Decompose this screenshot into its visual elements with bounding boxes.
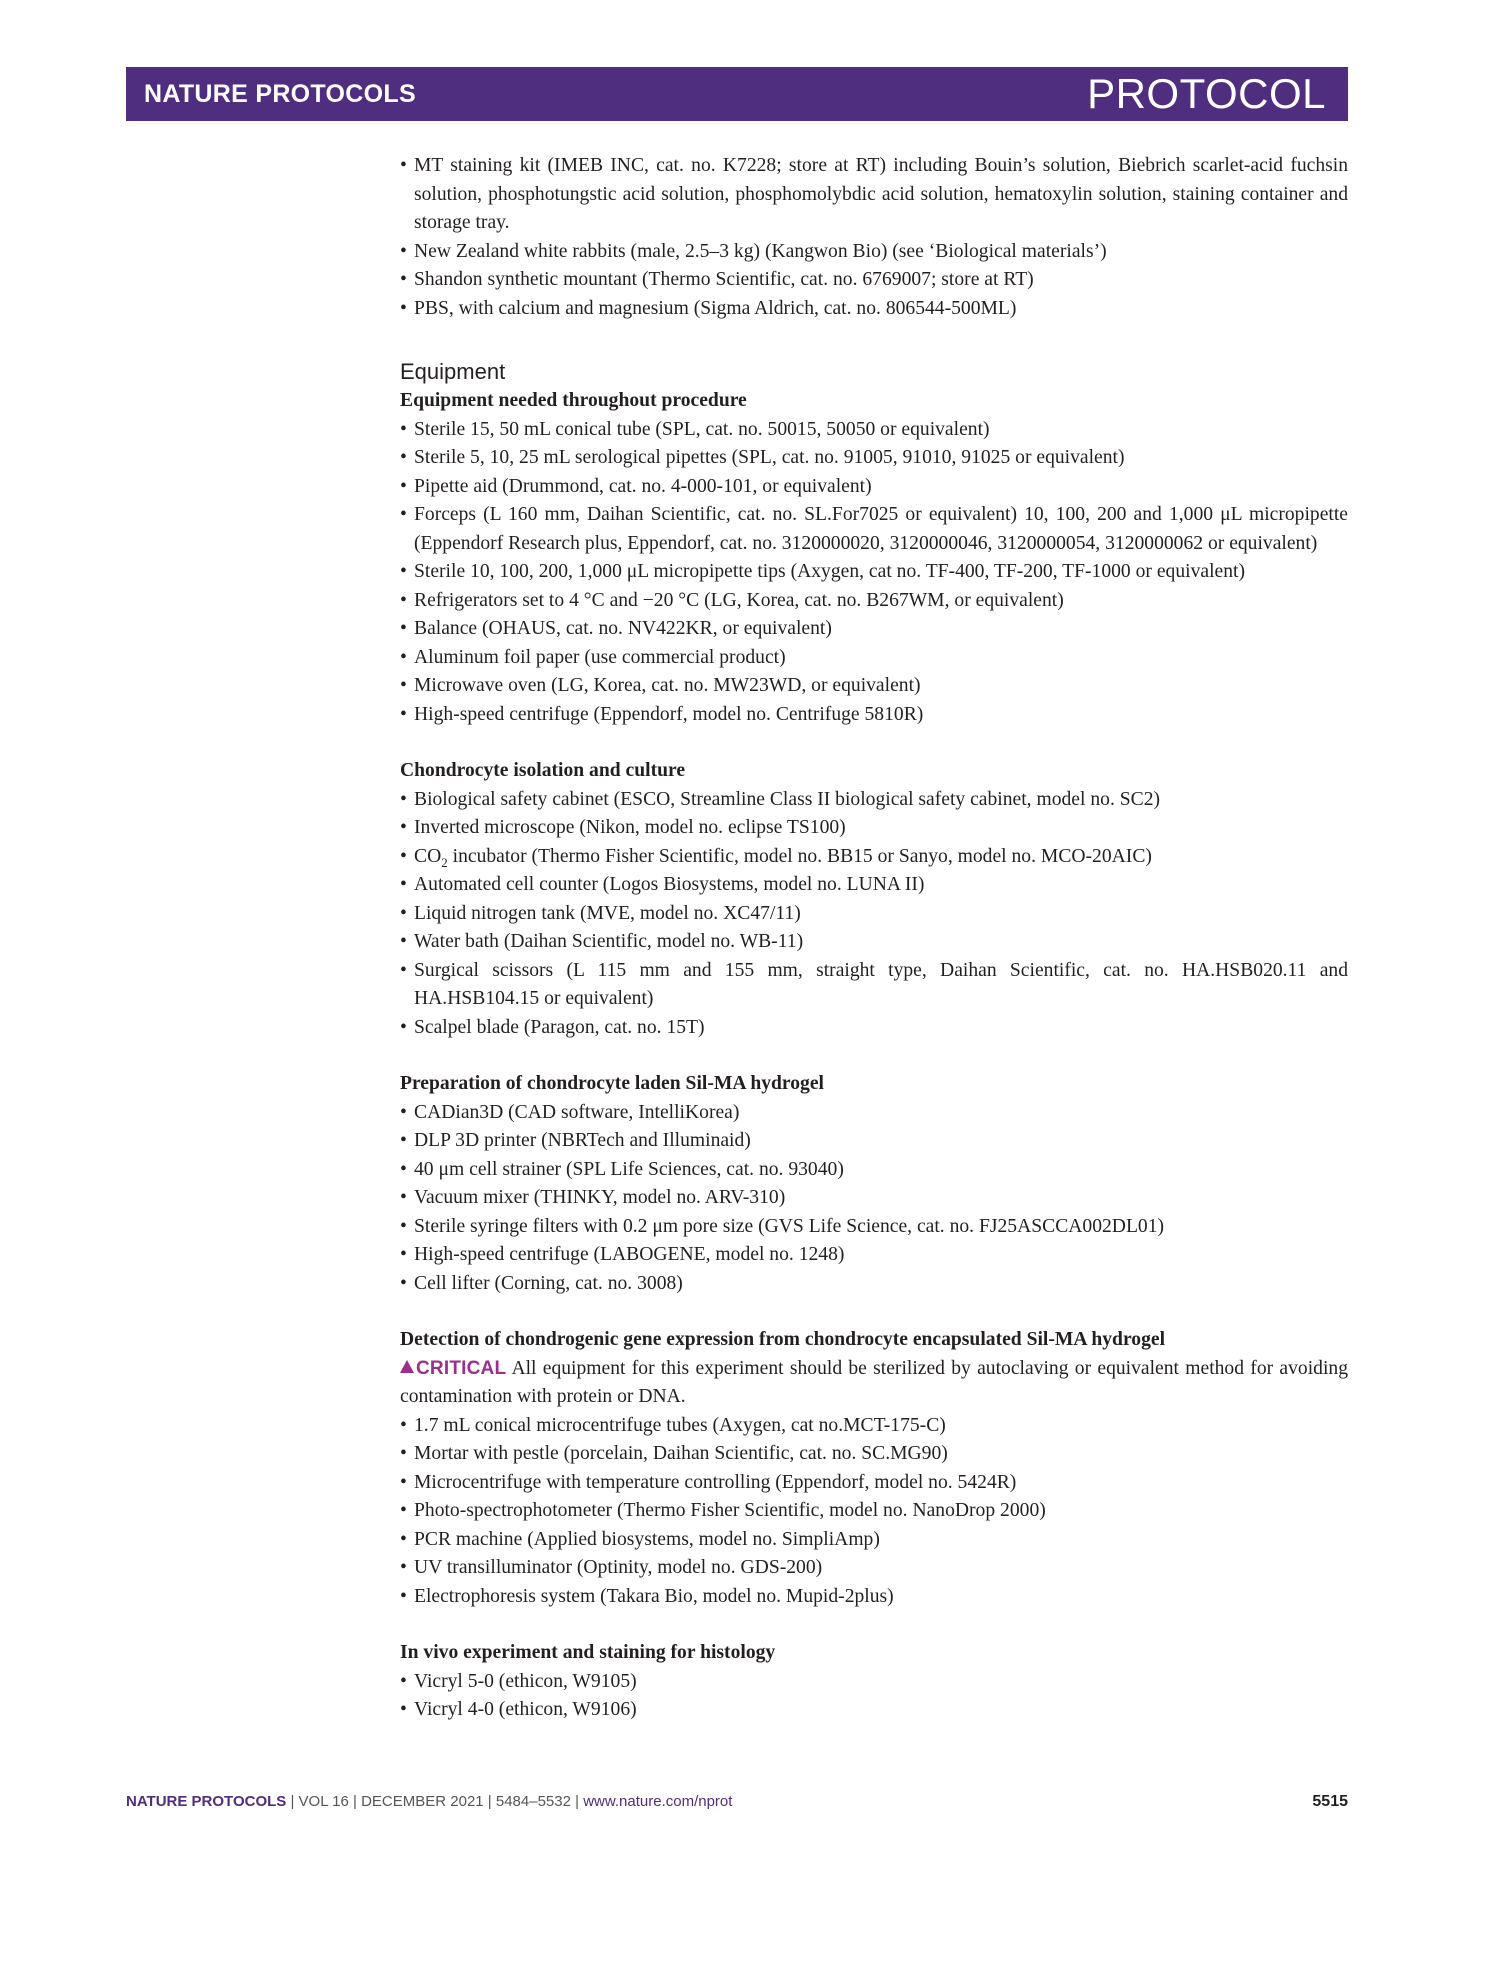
chondrocyte-list: [400, 786, 1348, 1043]
warning-triangle-icon: [400, 1360, 414, 1373]
list-item: • Biological safety cabinet (ESCO, Streamline Class II biological safety cabinet, model no. SC2): [400, 786, 1348, 815]
main-content: [400, 152, 1348, 1725]
preparation-list: [400, 1099, 1348, 1299]
list-item: • Pipette aid (Drummond, cat. no. 4-000-101, or equivalent): [400, 473, 1348, 502]
footer-url-link[interactable]: www.nature.com/nprot: [583, 1793, 733, 1810]
list-item: • Microwave oven (LG, Korea, cat. no. MW23WD, or equivalent): [400, 672, 1348, 701]
throughout-list: [400, 416, 1348, 730]
list-item: • High-speed centrifuge (Eppendorf, model no. Centrifuge 5810R): [400, 701, 1348, 730]
footer-volume: VOL 16: [298, 1793, 349, 1810]
list-item: • Mortar with pestle (porcelain, Daihan Scientific, cat. no. SC.MG90): [400, 1440, 1348, 1469]
list-item: • Sterile 5, 10, 25 mL serological pipettes (SPL, cat. no. 91005, 91010, 91025 or equivalent): [400, 444, 1348, 473]
list-item: • Sterile 15, 50 mL conical tube (SPL, cat. no. 50015, 50050 or equivalent): [400, 416, 1348, 445]
subheading-invivo: In vivo experiment and staining for histology: [400, 1642, 776, 1663]
section-title-equipment: Equipment: [400, 359, 506, 384]
list-item: • Scalpel blade (Paragon, cat. no. 15T): [400, 1014, 1348, 1043]
critical-label: CRITICAL: [416, 1357, 507, 1379]
co2-prefix: CO: [414, 845, 442, 867]
list-item: • PCR machine (Applied biosystems, model no. SimpliAmp): [400, 1526, 1348, 1555]
list-item: • New Zealand white rabbits (male, 2.5–3 kg) (Kangwon Bio) (see ‘Biological materials’): [400, 238, 1348, 267]
list-item: • DLP 3D printer (NBRTech and Illuminaid): [400, 1127, 1348, 1156]
footer-pages: 5484–5532: [495, 1793, 571, 1810]
subheading-throughout: Equipment needed throughout procedure: [400, 390, 747, 411]
list-item: • Vicryl 4-0 (ethicon, W9106): [400, 1696, 1348, 1725]
list-item: • Vicryl 5-0 (ethicon, W9105): [400, 1668, 1348, 1697]
list-item-co2-incubator: [400, 843, 1348, 872]
list-item: • Sterile syringe filters with 0.2 μm pore size (GVS Life Science, cat. no. FJ25ASCCA002DL01): [400, 1213, 1348, 1242]
list-item: • Shandon synthetic mountant (Thermo Scientific, cat. no. 6769007; store at RT): [400, 266, 1348, 295]
footer-journal: NATURE PROTOCOLS: [126, 1793, 287, 1810]
page-number: 5515: [1312, 1793, 1348, 1810]
list-item: • 40 μm cell strainer (SPL Life Sciences, cat. no. 93040): [400, 1156, 1348, 1185]
list-item: • PBS, with calcium and magnesium (Sigma Aldrich, cat. no. 806544-500ML): [400, 295, 1348, 324]
list-item: • Cell lifter (Corning, cat. no. 3008): [400, 1270, 1348, 1299]
list-item: • MT staining kit (IMEB INC, cat. no. K7228; store at RT) including Bouin’s solution, Biebrich scarlet-acid fuchsin solution, phosphotungstic acid solution, phosphomolybdic acid solution, hematoxylin solution, staining container and storage tray.: [400, 152, 1348, 238]
subheading-chondrocyte: Chondrocyte isolation and culture: [400, 760, 686, 781]
reagent-list: [400, 152, 1348, 323]
list-item: • Sterile 10, 100, 200, 1,000 μL micropipette tips (Axygen, cat no. TF-400, TF-200, TF-1000 or equivalent): [400, 558, 1348, 587]
critical-text: All equipment for this experiment should be sterilized by autoclaving or equivalent method for avoiding contamination with protein or DNA.: [400, 1357, 1348, 1407]
subheading-preparation: Preparation of chondrocyte laden Sil-MA hydrogel: [400, 1073, 824, 1094]
footer-citation: NATURE PROTOCOLS | VOL 16 | DECEMBER 2021 | 5484–5532 | www.nature.com/nprot: [126, 1793, 733, 1810]
article-type: PROTOCOL: [1087, 70, 1326, 117]
header-banner: [126, 67, 1348, 121]
list-item: • High-speed centrifuge (LABOGENE, model no. 1248): [400, 1241, 1348, 1270]
detection-list: [400, 1412, 1348, 1612]
list-item: • Electrophoresis system (Takara Bio, model no. Mupid-2plus): [400, 1583, 1348, 1612]
list-item: • Refrigerators set to 4 °C and −20 °C (LG, Korea, cat. no. B267WM, or equivalent): [400, 587, 1348, 616]
co2-subscript: 2: [441, 854, 448, 870]
list-item: • Microcentrifuge with temperature controlling (Eppendorf, model no. 5424R): [400, 1469, 1348, 1498]
subheading-detection: Detection of chondrogenic gene expression from chondrocyte encapsulated Sil-MA hydrogel: [400, 1329, 1166, 1350]
co2-rest: incubator (Thermo Fisher Scientific, model no. BB15 or Sanyo, model no. MCO-20AIC): [447, 845, 1152, 867]
list-item: • Aluminum foil paper (use commercial product): [400, 644, 1348, 673]
list-item: • Photo-spectrophotometer (Thermo Fisher Scientific, model no. NanoDrop 2000): [400, 1497, 1348, 1526]
critical-note: [400, 1355, 1348, 1412]
list-item: • Automated cell counter (Logos Biosystems, model no. LUNA II): [400, 871, 1348, 900]
list-item: • Forceps (L 160 mm, Daihan Scientific, cat. no. SL.For7025 or equivalent) 10, 100, 200 and 1,000 μL micropipette (Eppendorf Research plus, Eppendorf, cat. no. 3120000020, 3120000046, 3120000054, 3120000062 or equivalent): [400, 501, 1348, 558]
footer-date: DECEMBER 2021: [361, 1793, 484, 1810]
page-footer: [126, 1793, 1348, 1811]
list-item: • Vacuum mixer (THINKY, model no. ARV-310): [400, 1184, 1348, 1213]
journal-name: NATURE PROTOCOLS: [144, 79, 416, 108]
invivo-list: [400, 1668, 1348, 1725]
list-item: • CADian3D (CAD software, IntelliKorea): [400, 1099, 1348, 1128]
list-item: • UV transilluminator (Optinity, model no. GDS-200): [400, 1554, 1348, 1583]
list-item: • Surgical scissors (L 115 mm and 155 mm, straight type, Daihan Scientific, cat. no. HA.HSB020.11 and HA.HSB104.15 or equivalent): [400, 957, 1348, 1014]
list-item: • Inverted microscope (Nikon, model no. eclipse TS100): [400, 814, 1348, 843]
list-item: • Liquid nitrogen tank (MVE, model no. XC47/11): [400, 900, 1348, 929]
list-item: • Balance (OHAUS, cat. no. NV422KR, or equivalent): [400, 615, 1348, 644]
list-item: • Water bath (Daihan Scientific, model no. WB-11): [400, 928, 1348, 957]
list-item: • 1.7 mL conical microcentrifuge tubes (Axygen, cat no.MCT-175-C): [400, 1412, 1348, 1441]
